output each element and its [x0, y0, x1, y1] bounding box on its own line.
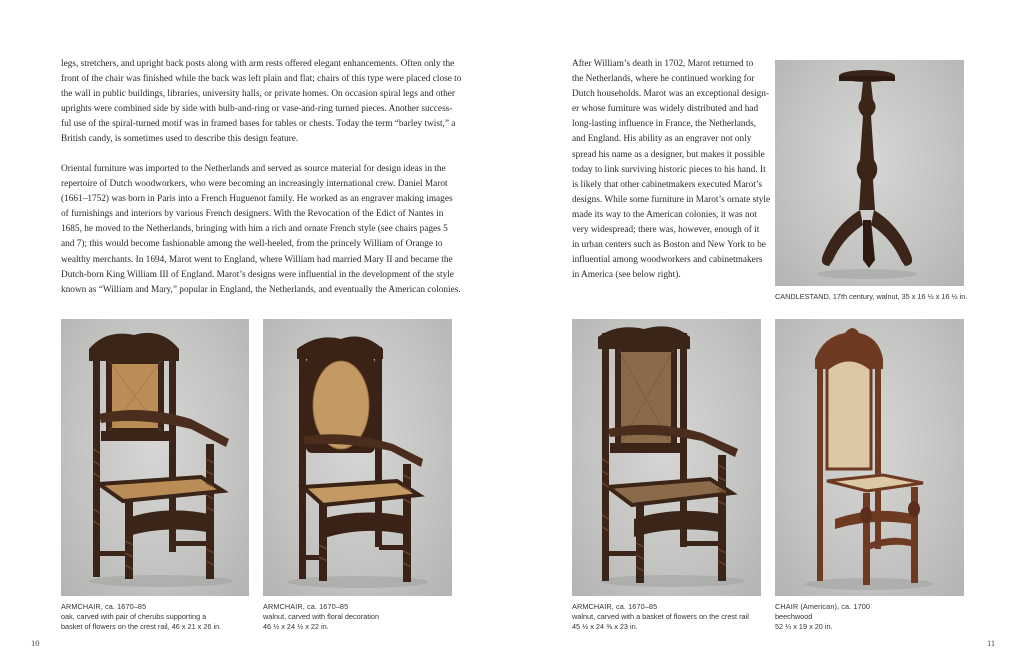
candlestand-caption: CANDLESTAND, 17th century, walnut, 35 x 16 ½ x 16 ½ in. [775, 292, 968, 301]
armchair-basket-photo [572, 319, 761, 596]
figure-caption-4: CHAIR (American), ca. 1700 beechwood 52 ¼ x 19 x 20 in. [775, 602, 871, 632]
armchair-illustration [572, 319, 761, 596]
armchair-illustration [263, 319, 452, 596]
candlestand-photo [775, 60, 964, 286]
figure-caption-1: ARMCHAIR, ca. 1670–85 oak, carved with pair of cherubs supporting a basket of flowers on the crest rail, 46 x 21 x 26 in. [61, 602, 222, 632]
candlestand-illustration [775, 60, 964, 286]
armchair-cherubs-photo [61, 319, 249, 596]
chair-illustration [775, 319, 964, 596]
right-page [512, 0, 1024, 663]
page-number-left: 10 [31, 638, 40, 648]
page-number-right: 11 [987, 638, 996, 648]
body-paragraph-3: After William’s death in 1702, Marot returned to the Netherlands, where he continued working for Dutch households. Marot was an exceptional design- er whose furniture was widely distributed and had long-lasting influence in France, the Netherlands, and England. His ability as an engraver not only spread his name as a designer, but makes it possible today to link surviving historic pieces to his hand. It is likely that other cabinetmakers executed Marot’s designs. While some furniture in Marot’s ornate style made its way to the American colonies, it was not very widespread; there was, however, enough of it in urban centers such as Boston and New York to be influential among woodworkers and cabinetmakers in America (see below right). [572, 59, 771, 281]
armchair-illustration [61, 319, 249, 596]
body-paragraph-1: legs, stretchers, and upright back posts along with arm rests offered elegant enhancements. Often only the front of the chair was finished while the back was left plain and flat; chairs of this type were placed close to the wall in public buildings, libraries, university halls, or private homes. On occasion spiral legs and other uprights were combined side by side with bulb-and-ring or vase-and-ring turned pieces. Another success- ful use of the spiral-turned motif was in framed bases for tables or chests. Today the term “barley twist,” a British candy, is sometimes used to describe this design feature. [61, 59, 462, 145]
body-paragraph-2: Oriental furniture was imported to the Netherlands and served as source material for design ideas in the repertoire of Dutch woodworkers, who were becoming an increasingly international crew. Daniel Marot (1661–1752) was born in Paris into a French Huguenot family. He worked as an engraver making images of furnishings and interiors by various French designers. With the Revocation of the Edict of Nantes in 1685, he moved to the Netherlands, bringing with him a rich and ornate French style (see chairs pages 5 and 7); this would become fashionable among the well-heeled, from the princely William of Orange to wealthy merchants. In 1694, Marot went to England, where William had married Mary II and became the Dutch-born King William III of England. Marot’s designs were influential in the development of the style known as “William and Mary,” popular in England, the Netherlands, and eventually the American colonies. [61, 164, 461, 295]
armchair-floral-photo [263, 319, 452, 596]
figure-caption-3: ARMCHAIR, ca. 1670–85 walnut, carved with a basket of flowers on the crest rail 45 ½ x 24 ⅜ x 23 in. [572, 602, 749, 632]
figure-caption-2: ARMCHAIR, ca. 1670–85 walnut, carved with floral decoration 46 ½ x 24 ½ x 22 in. [263, 602, 379, 632]
american-chair-photo [775, 319, 964, 596]
